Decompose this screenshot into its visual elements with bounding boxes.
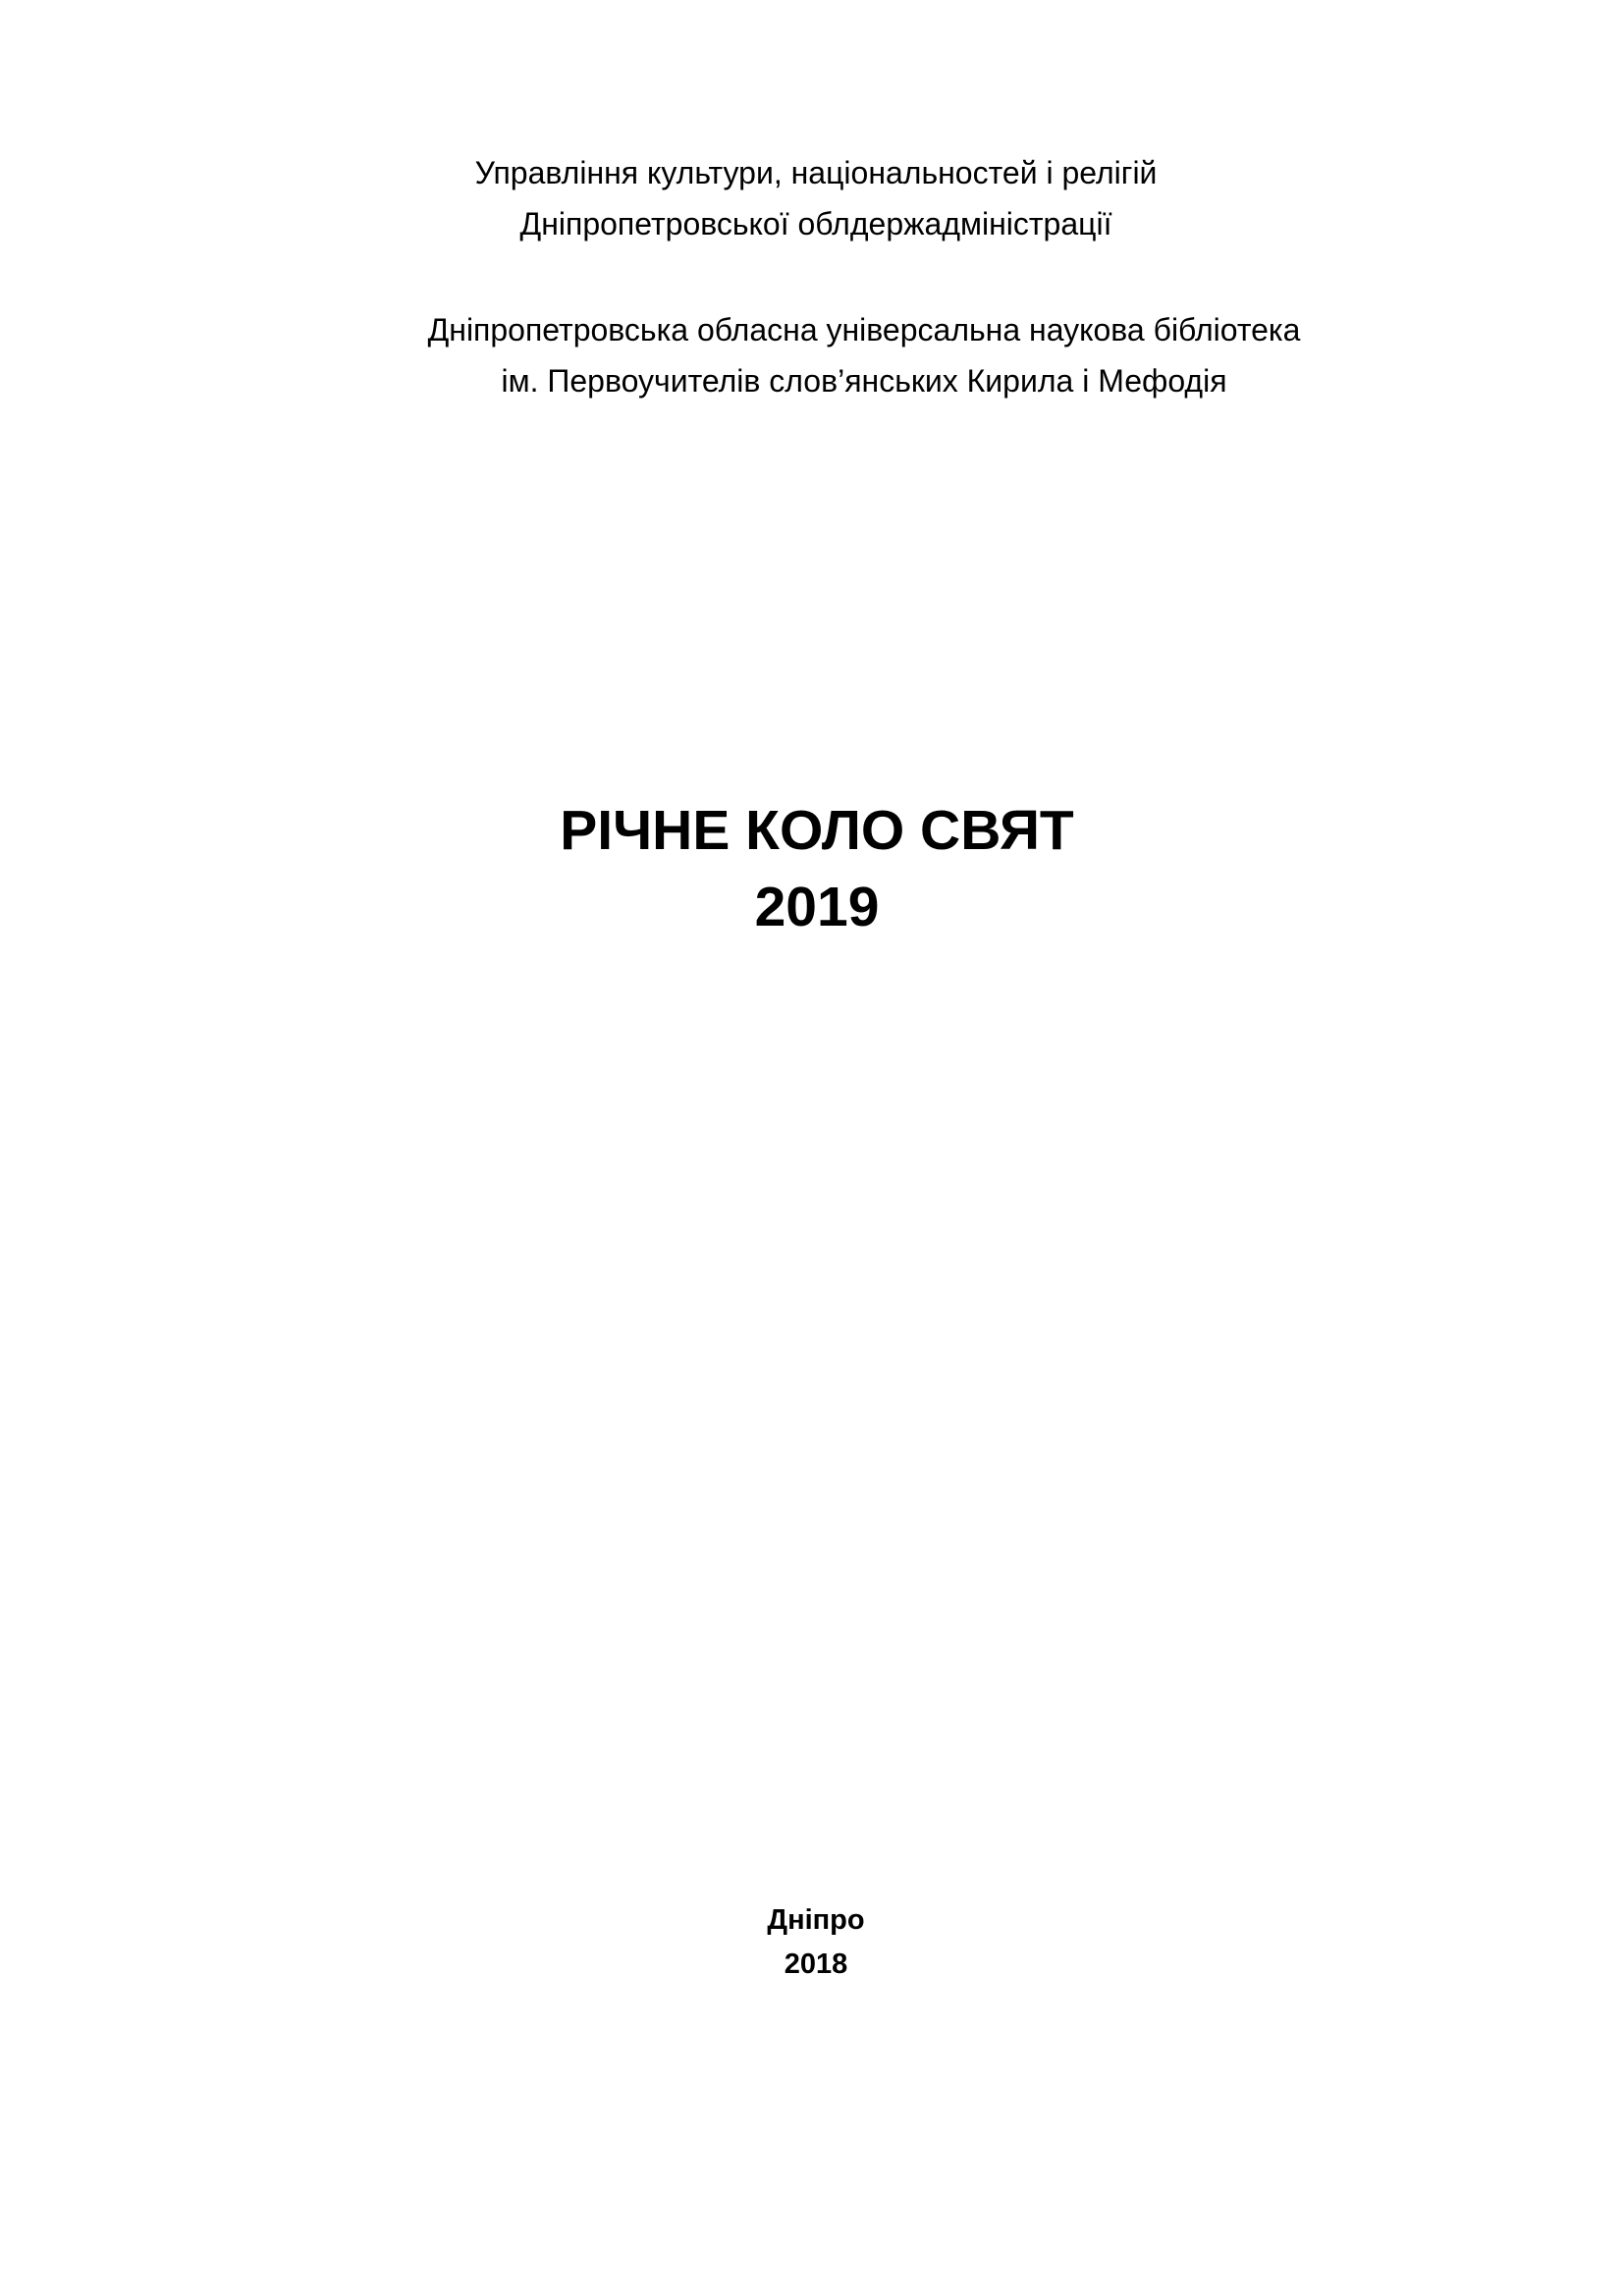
document-year: 2019 <box>754 876 880 938</box>
imprint-year: 2018 <box>784 1949 848 1980</box>
document-title: РІЧНЕ КОЛО СВЯТ <box>560 799 1074 862</box>
department-line-1: Управління культури, національностей і релігій <box>474 155 1158 190</box>
imprint-city: Дніпро <box>767 1904 865 1936</box>
library-line-2: ім. Первоучителів слов’янських Кирила і Мефодія <box>501 363 1227 399</box>
library-line-1: Дніпропетровська обласна універсальна наукова бібліотека <box>427 312 1301 347</box>
department-line-2: Дніпропетровської облдержадміністрації <box>519 206 1112 241</box>
